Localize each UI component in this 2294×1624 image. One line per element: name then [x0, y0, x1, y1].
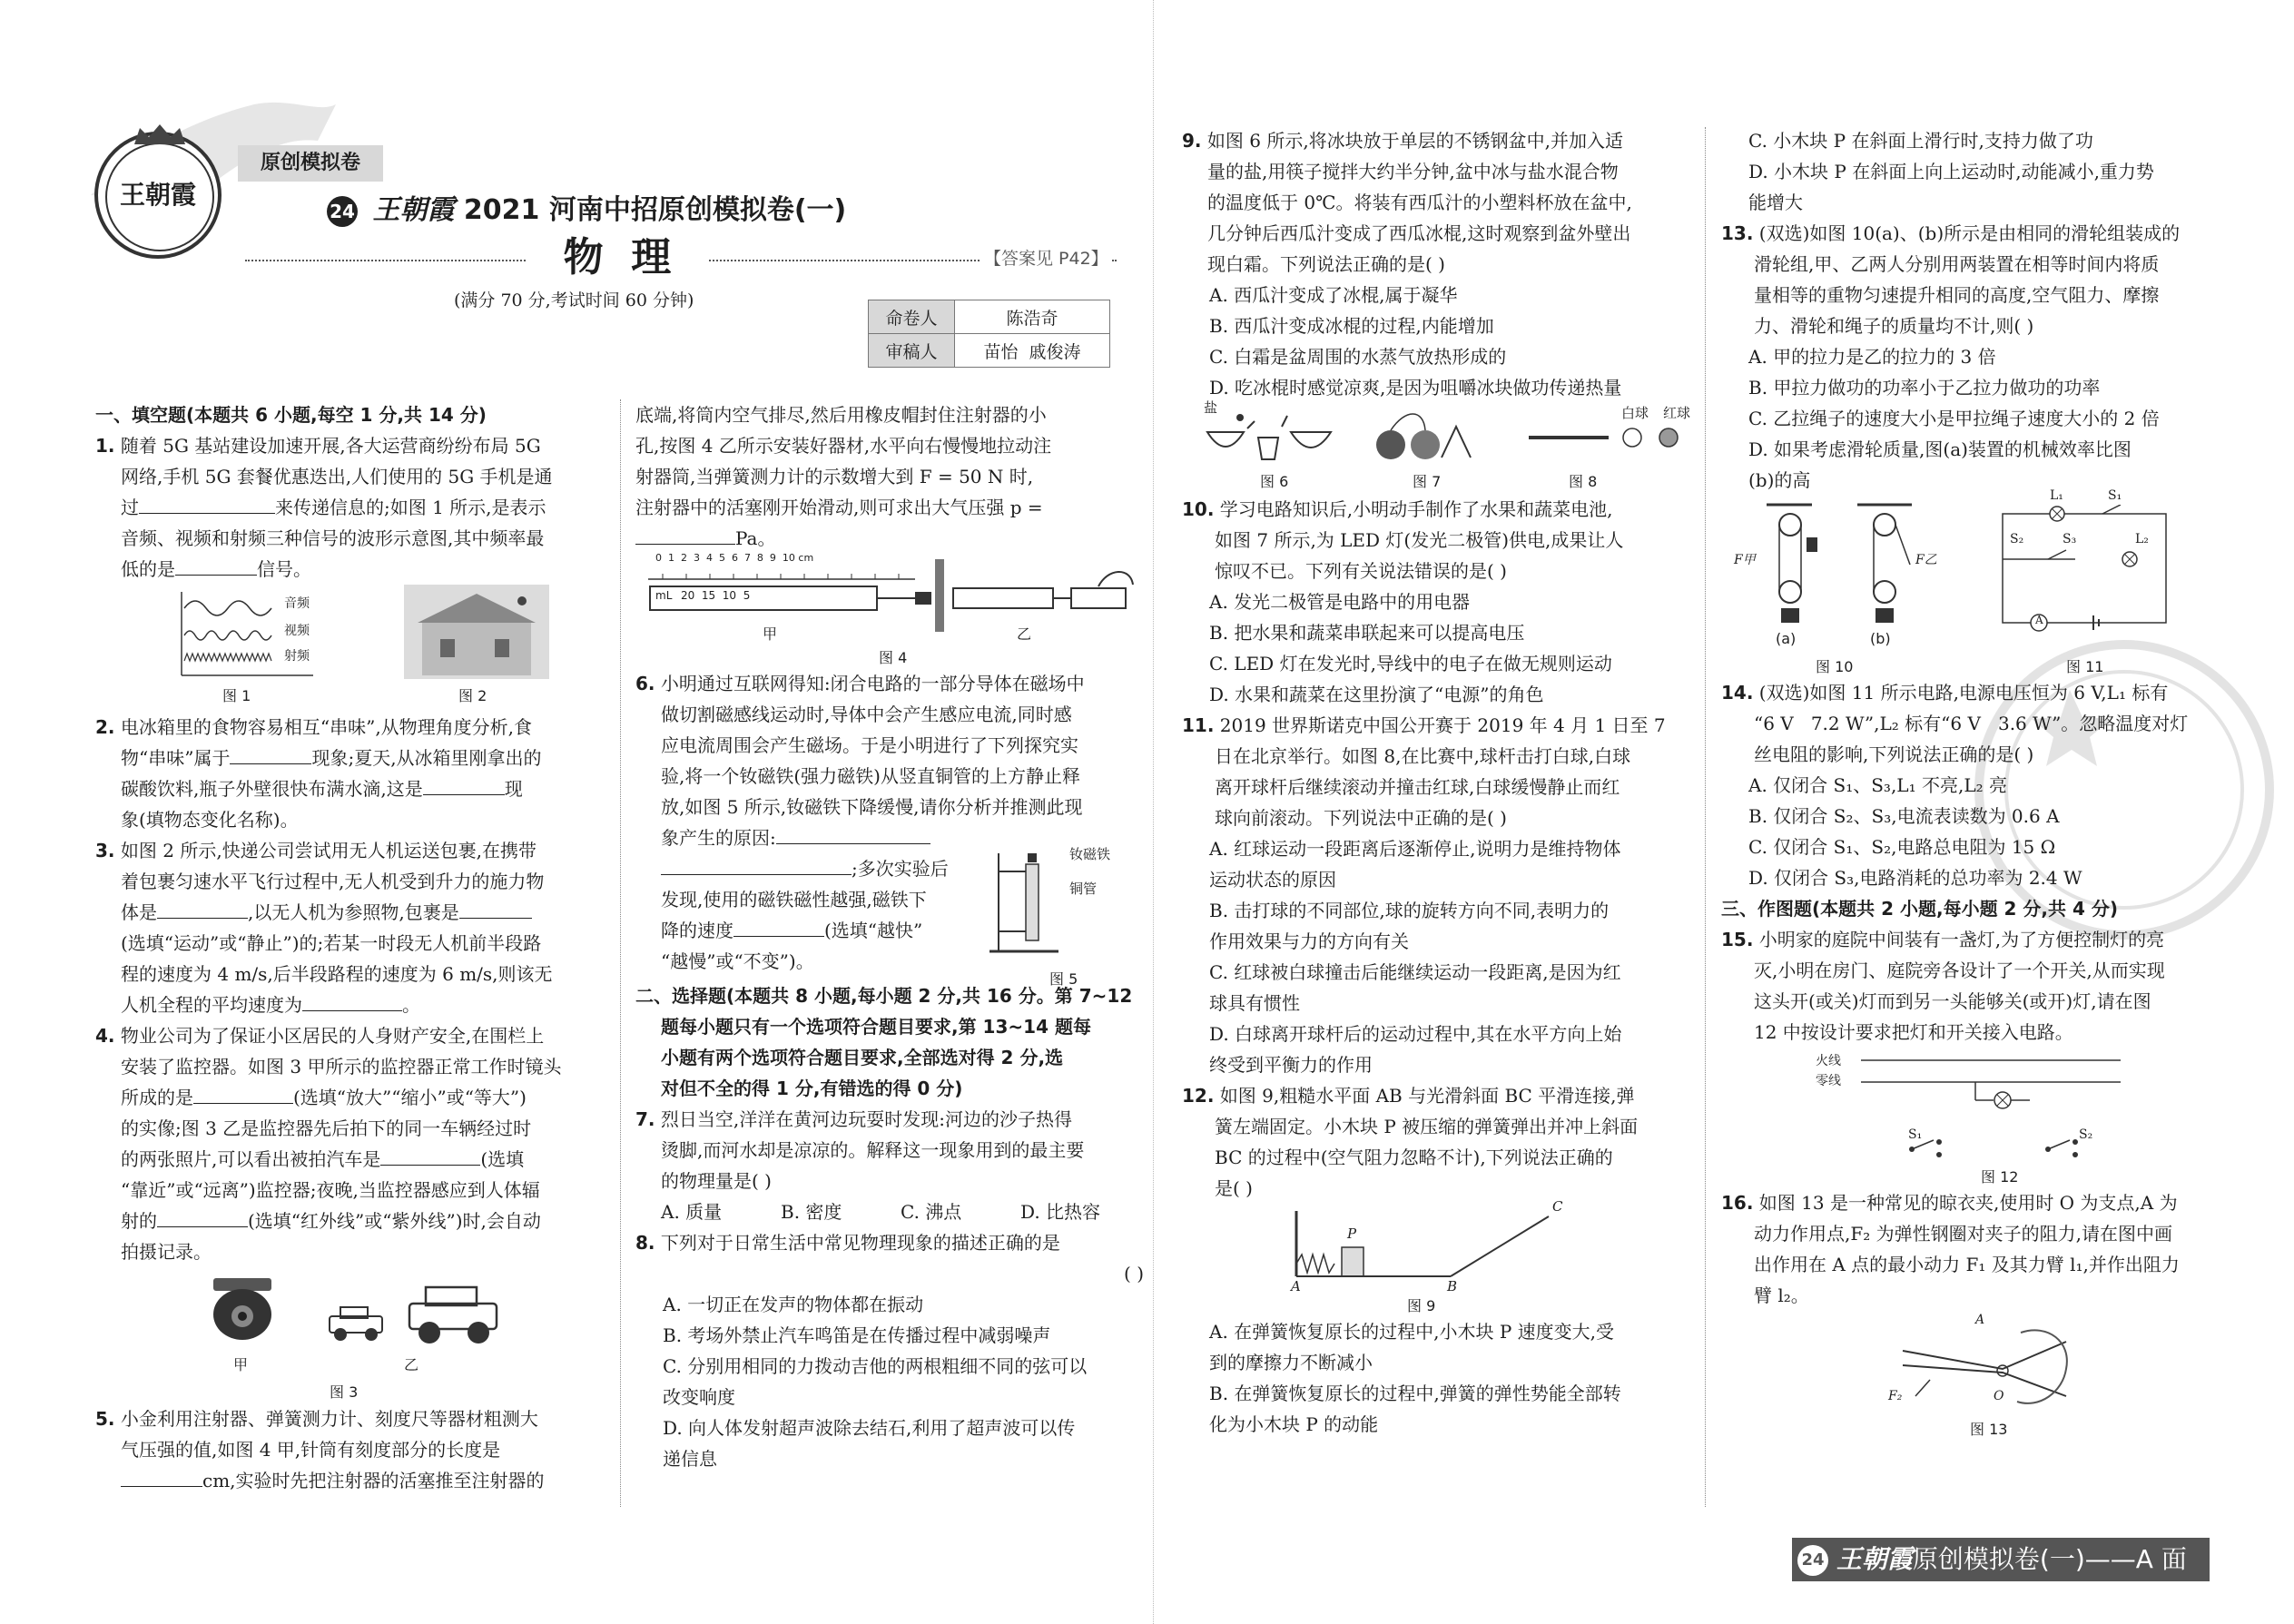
- fig11-l2: L₂: [2135, 532, 2149, 546]
- column-1: [95, 399, 604, 1496]
- q8-option-a[interactable]: A. 一切正在发声的物体都在振动: [663, 1294, 924, 1315]
- question-12-cont: [1721, 125, 2211, 218]
- q15-line: 灭,小明在房门、庭院旁各设计了一个开关,从而实现: [1754, 960, 2165, 981]
- q12-option-a[interactable]: A. 在弹簧恢复原长的过程中,小木块 P 速度变大,受: [1209, 1321, 1615, 1343]
- q11-option-c-cont: 球具有惯性: [1209, 992, 1300, 1014]
- fig5-caption: 图 5: [1049, 970, 1078, 988]
- q13-option-d[interactable]: D. 如果考虑滑轮质量,图(a)装置的机械效率比图: [1748, 438, 2132, 460]
- crown-icon: [133, 123, 187, 146]
- q6-line: 放,如图 5 所示,钕磁铁下降缓慢,请你分析并推测此现: [661, 796, 1083, 818]
- q4-blank-1[interactable]: [193, 1083, 293, 1104]
- q6-line: 象产生的原因:: [661, 827, 776, 849]
- q12-line: 是( ): [1215, 1177, 1253, 1199]
- q11-line: 2019 世界斯诺克中国公开赛于 2019 年 4 月 1 日至 7: [1219, 714, 1666, 736]
- q4-line: (选填: [480, 1148, 525, 1170]
- section-2-line: 对但不全的得 1 分,有错选的得 0 分): [661, 1078, 963, 1099]
- q8-line: 下列对于日常生活中常见物理现象的描述正确的是: [660, 1232, 1060, 1254]
- q3-line: 体是: [121, 901, 157, 923]
- q10-option-b[interactable]: B. 把水果和蔬菜串联起来可以提高电压: [1209, 622, 1525, 644]
- q1-blank-1[interactable]: [139, 493, 275, 514]
- q12-line: BC 的过程中(空气阻力忽略不计),下列说法正确的: [1215, 1147, 1613, 1168]
- fig11-caption: 图 11: [2066, 658, 2104, 675]
- q10-line: 学习电路知识后,小明动手制作了水果和蔬菜电池,: [1219, 498, 1613, 520]
- q7-option-b[interactable]: B. 密度: [781, 1201, 842, 1223]
- q7-line: 的物理量是( ): [661, 1170, 772, 1192]
- question-11: [1182, 710, 1690, 1080]
- q2-line: 现象;夏天,从冰箱里刚拿出的: [311, 747, 542, 769]
- q11-line: 球向前滚动。下列说法中正确的是( ): [1215, 807, 1507, 829]
- q3-blank-2[interactable]: [459, 898, 532, 919]
- q3-line: (选填“运动”或“静止”)的;若某一时段无人机前半段路: [121, 932, 542, 954]
- q16-number: 16.: [1721, 1192, 1754, 1214]
- question-12: [1182, 1080, 1690, 1204]
- fig13-f2: F₂: [1888, 1389, 1903, 1403]
- q13-option-d-cont: (b)的高: [1748, 469, 1811, 491]
- q6-line: 应电流周围会产生磁场。于是小明进行了下列探究实: [661, 734, 1078, 756]
- q7-option-d[interactable]: D. 比热容: [1020, 1201, 1101, 1223]
- reviewer-label: 审稿人: [869, 334, 955, 368]
- section-2-heading: [635, 980, 1144, 1104]
- fig3-caption: 图 3: [330, 1383, 359, 1401]
- q6-line: 验,将一个钕磁铁(强力磁铁)从竖直铜管的上方静止释: [661, 765, 1080, 787]
- q5-line: 射器筒,当弹簧测力计的示数增大到 F = 50 N 时,: [635, 466, 1034, 487]
- watermark-seal: [1970, 635, 2279, 944]
- drone-house-photo: [404, 585, 549, 679]
- section-3-heading: 三、作图题(本题共 2 小题,每小题 2 分,共 4 分): [1721, 898, 2119, 920]
- q8-number: 8.: [635, 1232, 655, 1254]
- copper-pipe-figure: [986, 844, 1068, 962]
- q13-option-c[interactable]: C. 乙拉绳子的速度大小是甲拉绳子速度大小的 2 倍: [1748, 408, 2160, 429]
- q3-number: 3.: [95, 840, 115, 861]
- q10-option-d[interactable]: D. 水果和蔬菜在这里扮演了“电源”的角色: [1209, 684, 1544, 705]
- q11-option-c[interactable]: C. 红球被白球撞击后能继续运动一段距离,是因为红: [1209, 961, 1621, 983]
- q11-number: 11.: [1182, 714, 1215, 736]
- q8-option-c-cont: 改变响度: [663, 1386, 735, 1408]
- q6-blank-2[interactable]: [661, 854, 852, 875]
- title-row: [327, 192, 846, 229]
- fig6-caption: 图 6: [1260, 473, 1289, 490]
- q11-option-b[interactable]: B. 击打球的不同部位,球的旋转方向不同,表明力的: [1209, 900, 1610, 921]
- q9-line: 量的盐,用筷子搅拌大约半分钟,盆中冰与盐水混合物: [1207, 161, 1619, 182]
- syringe-scale-bottom: 20 15 10 5: [681, 589, 751, 602]
- q4-line: 所成的是: [121, 1087, 193, 1108]
- q8-option-c[interactable]: C. 分别用相同的力拨动吉他的两根粗细不同的弦可以: [663, 1355, 1088, 1377]
- q13-option-a[interactable]: A. 甲的拉力是乙的拉力的 3 倍: [1748, 346, 1996, 368]
- q6-number: 6.: [635, 673, 655, 694]
- fig9-label-c: C: [1552, 1198, 1563, 1215]
- q12-option-c[interactable]: C. 小木块 P 在斜面上滑行时,支持力做了功: [1748, 130, 2093, 152]
- q9-line: 的温度低于 0℃。将装有西瓜汁的小塑料杯放在盆中,: [1207, 192, 1632, 213]
- q12-option-b[interactable]: B. 在弹簧恢复原长的过程中,弹簧的弹性势能全部转: [1209, 1383, 1621, 1404]
- wave-label-video: 视频: [284, 624, 310, 638]
- section-1-heading: 一、填空题(本题共 6 小题,每空 1 分,共 14 分): [95, 404, 487, 426]
- circuit-figure: [1994, 505, 2175, 641]
- q13-number: 13.: [1721, 222, 1754, 244]
- setter-name: 陈浩奇: [955, 300, 1110, 334]
- title-number-badge: 24: [327, 196, 358, 227]
- q6-line: 做切割磁感线运动时,导体中会产生感应电流,同时感: [661, 704, 1072, 725]
- q11-option-a-cont: 运动状态的原因: [1209, 869, 1336, 891]
- wave-label-audio: 音频: [284, 596, 310, 611]
- q1-line: 网络,手机 5G 套餐优惠迭出,人们使用的 5G 手机是通: [121, 466, 553, 487]
- fig9-caption: 图 9: [1407, 1297, 1436, 1314]
- fig1-fig2-area: [95, 585, 604, 712]
- fig10-f-yi: F乙: [1915, 553, 1937, 567]
- question-8: [635, 1227, 1144, 1474]
- question-12-options: [1182, 1316, 1690, 1440]
- section-2-line: 题每小题只有一个选项符合题目要求,第 13~14 题每: [661, 1016, 1091, 1038]
- q10-number: 10.: [1182, 498, 1215, 520]
- q5-line: 气压强的值,如图 4 甲,针筒有刻度部分的长度是: [121, 1439, 501, 1461]
- q8-option-d-cont: 递信息: [663, 1448, 717, 1470]
- section-2-line: 二、选择题(本题共 8 小题,每小题 2 分,共 16 分。第 7~12: [635, 985, 1133, 1007]
- clothespin-hand-figure: [1894, 1314, 2075, 1414]
- fig5-magnet-label: 钕磁铁: [1069, 846, 1111, 862]
- fig10-a: (a): [1776, 630, 1797, 647]
- ice-bowl-figure: [1204, 410, 1340, 465]
- column-divider-2: [1705, 127, 1706, 1507]
- question-9: [1182, 125, 1690, 403]
- fig10-f-jia: F甲: [1734, 553, 1756, 567]
- question-2: [95, 712, 604, 835]
- live-wire-label: 火线: [1816, 1054, 1841, 1068]
- q7-option-c[interactable]: C. 沸点: [901, 1201, 962, 1223]
- q16-line: 臂 l₂。: [1754, 1284, 1809, 1306]
- q11-option-a[interactable]: A. 红球运动一段距离后逐渐停止,说明力是维持物体: [1209, 838, 1621, 860]
- q8-answer-paren: ( ): [1124, 1263, 1144, 1284]
- q12-option-d[interactable]: D. 小木块 P 在斜面上向上运动时,动能减小,重力势: [1748, 161, 2154, 182]
- q13-option-b[interactable]: B. 甲拉力做功的功率小于乙拉力做功的功率: [1748, 377, 2101, 399]
- q11-line: 日在北京举行。如图 8,在比赛中,球杆击打白球,白球: [1215, 745, 1631, 767]
- wave-label-radio: 射频: [284, 649, 310, 664]
- q1-line: 过: [121, 497, 139, 518]
- q5-blank-1[interactable]: [121, 1466, 202, 1487]
- question-10: [1182, 494, 1690, 710]
- fig4-caption: 图 4: [879, 649, 908, 666]
- q6-blank-3[interactable]: [733, 916, 824, 937]
- q9-line: 现白霜。下列说法正确的是( ): [1207, 253, 1445, 275]
- question-13: [1721, 218, 2211, 496]
- q5-blank-2[interactable]: [635, 524, 735, 545]
- q2-line: 电冰箱里的食物容易相互“串味”,从物理角度分析,食: [120, 716, 533, 738]
- q4-line: 射的: [121, 1210, 157, 1232]
- question-1: [95, 430, 604, 585]
- logo-seal: [94, 132, 222, 259]
- q15-number: 15.: [1721, 929, 1754, 950]
- fig10-caption: 图 10: [1816, 658, 1854, 675]
- q3-line: 着包裹匀速水平飞行过程中,无人机受到升力的施力物: [121, 871, 545, 892]
- q7-line: 烫脚,而河水却是凉凉的。解释这一现象用到的最主要: [661, 1139, 1085, 1161]
- q14-option-a[interactable]: A. 仅闭合 S₁、S₃,L₁ 不亮,L₂ 亮: [1748, 774, 2007, 796]
- q14-option-b[interactable]: B. 仅闭合 S₂、S₃,电流表读数为 0.6 A: [1748, 805, 2060, 827]
- q4-line: (选填“红外线”或“紫外线”)时,会自动: [248, 1210, 541, 1232]
- q7-number: 7.: [635, 1108, 655, 1130]
- fig8-white-label: 白球: [1621, 405, 1649, 421]
- q9-option-d[interactable]: D. 吃冰棍时感觉凉爽,是因为咀嚼冰块做功传递热量: [1209, 377, 1622, 399]
- fig9-label-b: B: [1447, 1278, 1458, 1294]
- q9-option-a[interactable]: A. 西瓜汁变成了冰棍,属于凝华: [1209, 284, 1458, 306]
- q11-option-d-cont: 终受到平衡力的作用: [1209, 1054, 1373, 1076]
- q6-line: ;多次实验后: [852, 858, 949, 880]
- q5-line: 注射器中的活塞刚开始滑动,则可求出大气压强 p =: [635, 497, 1043, 518]
- footer-number-badge: 24: [1797, 1545, 1828, 1576]
- fig10-b: (b): [1870, 630, 1891, 647]
- q3-line: 。: [402, 994, 420, 1016]
- q12-option-a-cont: 到的摩擦力不断减小: [1209, 1352, 1373, 1373]
- q16-line: 出作用在 A 点的最小动力 F₁ 及其力臂 l₁,并作出阻力: [1754, 1254, 2180, 1275]
- question-4: [95, 1020, 604, 1267]
- q8-option-d[interactable]: D. 向人体发射超声波除去结石,利用了超声波可以传: [663, 1417, 1076, 1439]
- fig11-l1: L₁: [2050, 488, 2063, 503]
- fig9-label-a: A: [1291, 1278, 1301, 1294]
- q4-line: 拍摄记录。: [121, 1241, 212, 1263]
- fig13-a: A: [1975, 1313, 1985, 1327]
- fig8-red-label: 红球: [1663, 405, 1691, 421]
- fig12-area: [1721, 1048, 2211, 1187]
- fig11-s2: S₂: [2010, 532, 2024, 546]
- setter-label: 命卷人: [869, 300, 955, 334]
- q13-line: (双选)如图 10(a)、(b)所示是由相同的滑轮组装成的: [1758, 222, 2181, 244]
- fig2-caption: 图 2: [458, 687, 487, 704]
- q16-line: 动力作用点,F₂ 为弹性钢圈对夹子的阻力,请在图中画: [1754, 1223, 2172, 1245]
- question-16: [1721, 1187, 2211, 1311]
- q2-line: 象(填物态变化名称)。: [121, 809, 299, 831]
- q12-line: 簧左端固定。小木块 P 被压缩的弹簧弹出并冲上斜面: [1215, 1116, 1639, 1137]
- column-3: [1182, 125, 1690, 1440]
- q10-option-c[interactable]: C. LED 灯在发光时,导线中的电子在做无规则运动: [1209, 653, 1612, 674]
- q6-line: 降的速度: [661, 920, 733, 941]
- q2-line: 物“串味”属于: [121, 747, 231, 769]
- q2-line: 现: [504, 778, 523, 800]
- fig3-jia: 甲: [233, 1356, 249, 1373]
- camera-icon: [204, 1275, 281, 1343]
- q10-line: 如图 7 所示,为 LED 灯(发光二极管)供电,成果让人: [1215, 529, 1624, 551]
- fig12-caption: 图 12: [1981, 1168, 2019, 1186]
- footer-brand: 王朝霞: [1836, 1544, 1913, 1574]
- q6-line: 发现,使用的磁铁磁性越强,磁铁下: [661, 889, 927, 910]
- fig11-s1: S₁: [2108, 488, 2122, 503]
- fig11-ammeter: A: [2035, 614, 2043, 626]
- fig3-area: [95, 1267, 604, 1403]
- center-fold: [1153, 0, 1154, 1624]
- fig6-salt-label: 盐: [1204, 399, 1218, 416]
- question-5-start: [95, 1403, 604, 1496]
- q3-blank-1[interactable]: [157, 898, 248, 919]
- reviewer-name: 苗怡 戚俊涛: [955, 334, 1110, 368]
- q3-blank-3[interactable]: [302, 990, 402, 1011]
- q4-blank-2[interactable]: [380, 1145, 480, 1166]
- q3-line: 如图 2 所示,快递公司尝试用无人机运送包裹,在携带: [120, 840, 537, 861]
- q8-option-b[interactable]: B. 考场外禁止汽车鸣笛是在传播过程中减弱噪声: [663, 1324, 1051, 1346]
- q5-line: Pa。: [735, 527, 776, 549]
- q12-line: 如图 9,粗糙水平面 AB 与光滑斜面 BC 平滑连接,弹: [1219, 1085, 1635, 1107]
- title-brand: 王朝霞: [372, 194, 455, 226]
- q14-line: (双选)如图 11 所示电路,电源电压恒为 6 V,L₁ 标有: [1758, 682, 2169, 704]
- q5-line: 底端,将筒内空气排尽,然后用橡皮帽封住注射器的小: [635, 404, 1047, 426]
- q4-line: 的两张照片,可以看出被拍汽车是: [121, 1148, 381, 1170]
- q11-option-b-cont: 作用效果与力的方向有关: [1209, 930, 1409, 952]
- q9-option-c[interactable]: C. 白霜是盆周围的水蒸气放热形成的: [1209, 346, 1507, 368]
- q6-line: (选填“越快”: [824, 920, 923, 941]
- q14-option-d[interactable]: D. 仅闭合 S₃,电路消耗的总功率为 2.4 W: [1748, 867, 2082, 889]
- logo-text: 王朝霞: [119, 180, 196, 210]
- column-divider-1: [620, 399, 621, 1507]
- title-text: 2021 河南中招原创模拟卷(一): [463, 194, 847, 226]
- wiring-figure: [1857, 1055, 2130, 1164]
- fig9-label-p: P: [1347, 1225, 1357, 1242]
- fig13-o: O: [1994, 1389, 2004, 1403]
- q14-number: 14.: [1721, 682, 1754, 704]
- fig8-caption: 图 8: [1569, 473, 1598, 490]
- q4-line: 安装了监控器。如图 3 甲所示的监控器正常工作时镜头: [121, 1056, 562, 1078]
- q16-line: 如图 13 是一种常见的晾衣夹,使用时 O 为支点,A 为: [1758, 1192, 2178, 1214]
- q3-line: 程的速度为 4 m/s,后半段路程的速度为 6 m/s,则该无: [121, 963, 553, 985]
- question-3: [95, 835, 604, 1020]
- fig12-s2: S₂: [2079, 1127, 2093, 1142]
- setter-table: [868, 300, 1110, 368]
- q4-line: 的实像;图 3 乙是监控器先后拍下的同一车辆经过时: [121, 1117, 532, 1139]
- badge: 原创模拟卷: [238, 145, 383, 182]
- footer-text: 原创模拟卷(一)——A 面: [1912, 1544, 2187, 1574]
- q3-line: ,以无人机为参照物,包裹是: [248, 901, 459, 923]
- neutral-wire-label: 零线: [1816, 1074, 1841, 1088]
- fig13-caption: 图 13: [1970, 1421, 2008, 1438]
- fig4-yi: 乙: [1017, 625, 1032, 643]
- q1-line: 来传递信息的;如图 1 所示,是表示: [275, 497, 546, 518]
- fig5-pipe-label: 铜管: [1069, 881, 1098, 897]
- q9-line: 如图 6 所示,将冰块放于单层的不锈钢盆中,并加入适: [1206, 130, 1624, 152]
- fig4-area: [635, 554, 1144, 668]
- snooker-figure: [1527, 425, 1681, 452]
- q2-blank-1[interactable]: [230, 743, 311, 764]
- spring-incline-figure: [1291, 1207, 1563, 1289]
- fig9-area: [1182, 1198, 1690, 1316]
- fig11-s3: S₃: [2063, 532, 2077, 546]
- syringe-scale-top: 0 1 2 3 4 5 6 7 8 9 10 cm: [655, 552, 814, 564]
- q9-line: 几分钟后西瓜汁变成了西瓜冰棍,这时观察到盆外壁出: [1207, 222, 1631, 244]
- q13-line: 量相等的重物匀速提升相同的高度,空气阻力、摩擦: [1754, 284, 2160, 306]
- fig7-caption: 图 7: [1413, 473, 1442, 490]
- q13-line: 滑轮组,甲、乙两人分别用两装置在相等时间内将质: [1754, 253, 2160, 275]
- q10-option-a[interactable]: A. 发光二极管是电路中的用电器: [1209, 591, 1471, 613]
- syringe-ml: mL: [655, 589, 673, 602]
- q10-line: 惊叹不已。下列有关说法错误的是( ): [1215, 560, 1507, 582]
- q4-blank-3[interactable]: [157, 1206, 248, 1227]
- car-far-icon: [324, 1304, 388, 1343]
- q15-line: 小明家的庭院中间装有一盏灯,为了方便控制灯的亮: [1758, 929, 2165, 950]
- q14-line: “6 V 7.2 W”,L₂ 标有“6 V 3.6 W”。忽略温度对灯: [1754, 713, 2189, 734]
- q1-number: 1.: [95, 435, 115, 457]
- q12-option-d-cont: 能增大: [1748, 192, 1803, 213]
- q15-line: 这头开(或关)灯而到另一头能够关(或开)灯,请在图: [1754, 990, 2151, 1012]
- q7-option-a[interactable]: A. 质量: [661, 1201, 723, 1223]
- q9-number: 9.: [1182, 130, 1202, 152]
- q11-option-d[interactable]: D. 白球离开球杆后的运动过程中,其在水平方向上始: [1209, 1023, 1622, 1045]
- q13-line: 力、滑轮和绳子的质量均不计,则( ): [1754, 315, 2034, 337]
- q9-option-b[interactable]: B. 西瓜汁变成冰棍的过程,内能增加: [1209, 315, 1494, 337]
- fig1-caption: 图 1: [222, 687, 251, 704]
- q5-line: 小金利用注射器、弹簧测力计、刻度尺等器材粗测大: [120, 1408, 538, 1430]
- subject-title: 物 理: [527, 232, 708, 283]
- q7-line: 烈日当空,洋洋在黄河边玩耍时发现:河边的沙子热得: [660, 1108, 1072, 1130]
- car-near-icon: [404, 1284, 504, 1347]
- fig12-s1: S₁: [1908, 1127, 1923, 1142]
- q1-line: 音频、视频和射频三种信号的波形示意图,其中频率最: [121, 527, 545, 549]
- answer-ref: 【答案见 P42】: [980, 245, 1112, 270]
- q15-line: 12 中按设计要求把灯和开关接入电路。: [1754, 1021, 2073, 1043]
- q4-number: 4.: [95, 1025, 115, 1047]
- fig13-area: [1721, 1311, 2211, 1438]
- q4-line: 物业公司为了保证小区居民的人身财产安全,在围栏上: [120, 1025, 545, 1047]
- q1-line: 随着 5G 基站建设加速开展,各大运营商纷纷布局 5G: [120, 435, 541, 457]
- fruit-battery-figure: [1369, 408, 1487, 463]
- q2-number: 2.: [95, 716, 115, 738]
- q6-blank-1[interactable]: [776, 823, 930, 844]
- q5-line: 孔,按图 4 乙所示安装好器材,水平向右慢慢地拉动注: [635, 435, 1052, 457]
- fig3-yi: 乙: [404, 1356, 419, 1373]
- fig4-jia: 甲: [763, 625, 778, 643]
- q11-line: 离开球杆后继续滚动并撞击红球,白球缓慢静止而红: [1215, 776, 1620, 798]
- q2-blank-2[interactable]: [423, 774, 505, 795]
- question-6: [635, 668, 1144, 977]
- q4-line: (选填“放大”“缩小”或“等大”): [293, 1087, 527, 1108]
- full-marks: (满分 70 分,考试时间 60 分钟): [454, 290, 694, 310]
- q6-line: “越慢”或“不变”)。: [661, 950, 814, 972]
- q5-number: 5.: [95, 1408, 115, 1430]
- q6-line: 小明通过互联网得知:闭合电路的一部分导体在磁场中: [660, 673, 1085, 694]
- q4-line: “靠近”或“远离”)监控器;夜晚,当监控器感应到人体辐: [121, 1179, 540, 1201]
- column-2: [635, 399, 1144, 1474]
- question-7: [635, 1104, 1144, 1227]
- q12-option-b-cont: 化为小木块 P 的动能: [1209, 1413, 1379, 1435]
- footer-bar: [1792, 1538, 2210, 1581]
- q1-line: 低的是: [121, 558, 175, 580]
- question-5-cont: [635, 399, 1144, 554]
- q3-line: 人机全程的平均速度为: [121, 994, 302, 1016]
- q14-line: 丝电阻的影响,下列说法正确的是( ): [1754, 743, 2034, 765]
- q1-blank-2[interactable]: [175, 555, 257, 576]
- pulley-figure: [1757, 501, 1939, 637]
- q14-option-c[interactable]: C. 仅闭合 S₁、S₂,电路总电阻为 15 Ω: [1748, 836, 2056, 858]
- q12-number: 12.: [1182, 1085, 1215, 1107]
- fig6-8-area: [1182, 399, 1691, 494]
- q2-line: 碳酸饮料,瓶子外壁很快布满水滴,这是: [121, 778, 423, 800]
- q1-line: 信号。: [257, 558, 311, 580]
- q5-line: cm,实验时先把注射器的活塞推至注射器的: [202, 1470, 545, 1491]
- section-2-line: 小题有两个选项符合题目要求,全部选对得 2 分,选: [661, 1047, 1064, 1068]
